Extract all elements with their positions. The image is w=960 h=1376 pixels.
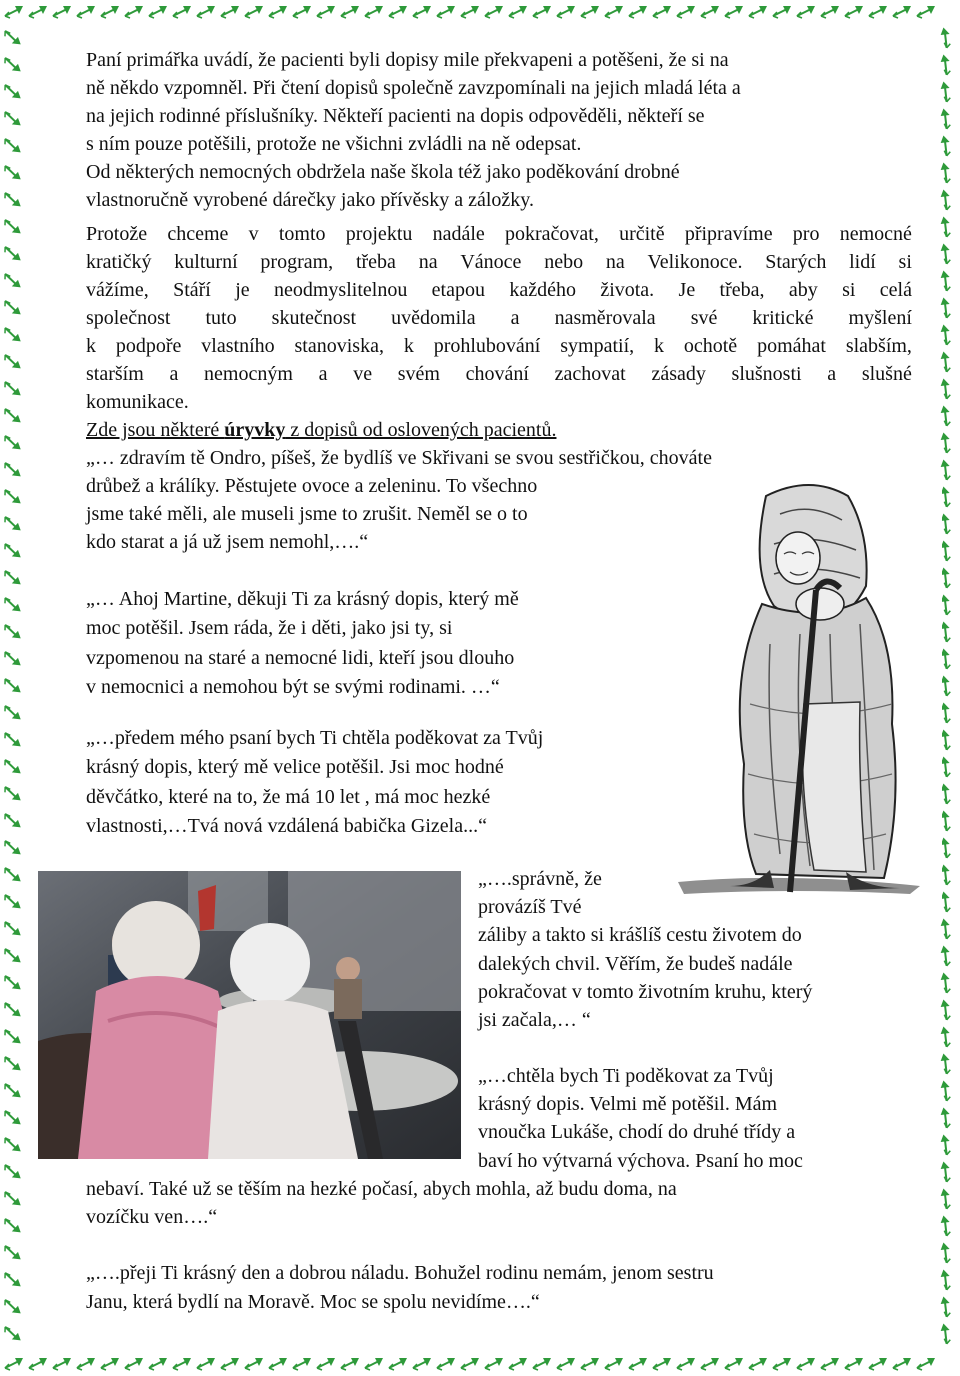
green-arrow-icon xyxy=(937,189,954,210)
green-arrow-icon xyxy=(937,1296,954,1317)
green-arrow-icon xyxy=(937,297,954,318)
green-arrow-icon xyxy=(365,6,383,18)
green-arrow-icon xyxy=(3,675,20,696)
green-arrow-icon xyxy=(101,6,119,18)
word: Stáří xyxy=(173,279,211,301)
green-arrow-icon xyxy=(269,1358,287,1370)
green-arrow-icon xyxy=(341,1358,359,1370)
letter5-line: vozíčku ven….“ xyxy=(86,1206,218,1228)
green-arrow-icon xyxy=(773,6,791,18)
word: nebo xyxy=(544,251,584,273)
green-arrow-icon xyxy=(937,1269,954,1290)
word: a xyxy=(510,307,520,329)
green-arrow-icon xyxy=(3,270,20,291)
green-arrow-icon xyxy=(3,513,20,534)
intro-line: s ním pouze potěšili, protože ne všichni zvládli na ně odepsat. xyxy=(86,133,582,155)
word: své xyxy=(690,307,718,329)
green-arrow-icon xyxy=(53,6,71,18)
green-arrow-icon xyxy=(509,1358,527,1370)
green-arrow-icon xyxy=(29,1358,47,1370)
green-arrow-icon xyxy=(937,135,954,156)
green-arrow-icon xyxy=(937,351,954,372)
green-arrow-icon xyxy=(317,6,335,18)
green-arrow-icon xyxy=(937,270,954,291)
green-arrow-icon xyxy=(3,918,20,939)
green-arrow-icon xyxy=(3,621,20,642)
green-arrow-icon xyxy=(937,1161,954,1182)
green-arrow-icon xyxy=(937,432,954,453)
green-arrow-icon xyxy=(749,6,767,18)
green-arrow-icon xyxy=(677,6,695,18)
green-arrow-icon xyxy=(3,1269,20,1290)
green-arrow-icon xyxy=(245,6,263,18)
green-arrow-icon xyxy=(845,6,863,18)
project-line xyxy=(86,360,912,388)
green-arrow-icon xyxy=(3,1107,20,1128)
green-arrow-icon xyxy=(53,1358,71,1370)
green-arrow-icon xyxy=(3,216,20,237)
green-arrow-icon xyxy=(581,6,599,18)
word: ve xyxy=(353,363,373,385)
green-arrow-icon xyxy=(5,6,23,18)
green-arrow-icon xyxy=(341,6,359,18)
green-arrow-icon xyxy=(149,1358,167,1370)
intro-line: vlastnoručně vyrobené dárečky jako přívěsky a záložky. xyxy=(86,189,534,211)
green-arrow-icon xyxy=(937,1026,954,1047)
word: na xyxy=(605,251,625,273)
word: života. xyxy=(600,279,655,301)
word: v xyxy=(248,223,259,245)
word: pokračovat, xyxy=(505,223,599,245)
green-arrow-icon xyxy=(3,1026,20,1047)
word: Vánoce xyxy=(460,251,522,273)
word: připravíme xyxy=(684,223,773,245)
green-arrow-icon xyxy=(3,1161,20,1182)
green-arrow-icon xyxy=(413,1358,431,1370)
green-arrow-icon xyxy=(605,6,623,18)
word: na xyxy=(418,251,438,273)
word: je xyxy=(235,279,250,301)
green-arrow-icon xyxy=(3,54,20,75)
letter2-line: „… Ahoj Martine, děkuji Ti za krásný dopis, který mě xyxy=(86,588,519,610)
green-arrow-icon xyxy=(3,351,20,372)
green-arrow-icon xyxy=(389,6,407,18)
green-arrow-icon xyxy=(3,729,20,750)
green-arrow-icon xyxy=(461,6,479,18)
green-arrow-icon xyxy=(937,405,954,426)
green-arrow-icon xyxy=(821,1358,839,1370)
green-arrow-icon xyxy=(937,999,954,1020)
word: chceme xyxy=(167,223,229,245)
green-arrow-icon xyxy=(3,837,20,858)
word: Protože xyxy=(86,223,148,245)
green-arrow-icon xyxy=(389,1358,407,1370)
green-arrow-icon xyxy=(893,6,911,18)
word: Je xyxy=(678,279,696,301)
green-arrow-icon xyxy=(197,6,215,18)
word: pro xyxy=(792,223,820,245)
project-line xyxy=(86,304,912,332)
project-line xyxy=(86,276,912,304)
green-arrow-icon xyxy=(701,1358,719,1370)
green-arrow-icon xyxy=(917,6,935,18)
green-arrow-icon xyxy=(3,864,20,885)
word: svém xyxy=(397,363,440,385)
green-arrow-icon xyxy=(937,324,954,345)
word: k xyxy=(403,335,414,357)
excerpts-heading xyxy=(86,416,556,444)
green-arrow-icon xyxy=(269,6,287,18)
green-arrow-icon xyxy=(937,1053,954,1074)
letter5-line: krásný dopis. Velmi mě potěšil. Mám xyxy=(478,1093,778,1116)
green-arrow-icon xyxy=(937,243,954,264)
word: a xyxy=(827,363,837,385)
letter4-line: provázíš Tvé xyxy=(478,896,582,919)
word: určitě xyxy=(619,223,665,245)
word: prohlubování xyxy=(433,335,541,357)
green-arrow-icon xyxy=(3,135,20,156)
green-arrow-icon xyxy=(3,81,20,102)
green-arrow-icon xyxy=(557,6,575,18)
word: kritické xyxy=(752,307,814,329)
word: každého xyxy=(509,279,576,301)
green-arrow-icon xyxy=(437,1358,455,1370)
word: aby xyxy=(788,279,818,301)
intro-line: ně někdo vzpomněl. Při čtení dopisů společně zavzpomínali na jejich mladá léta a xyxy=(86,77,741,99)
letter1-line: „… zdravím tě Ondro, píšeš, že bydlíš ve Skřivani se svou sestřičkou, chováte xyxy=(86,447,712,469)
word: chování xyxy=(465,363,529,385)
letter5-line: vnoučka Lukáše, chodí do druhé třídy a xyxy=(478,1121,796,1144)
green-arrow-icon xyxy=(605,1358,623,1370)
letter4-line: pokračovat v tomto životním kruhu, který xyxy=(478,980,813,1003)
letter4-line: jsi začala,… “ xyxy=(478,1009,591,1031)
word: si xyxy=(842,279,856,301)
green-arrow-icon xyxy=(821,6,839,18)
word: třeba xyxy=(355,251,396,273)
green-arrow-icon xyxy=(749,1358,767,1370)
green-arrow-icon xyxy=(509,6,527,18)
word: vlastního xyxy=(201,335,275,357)
intro-line: Paní primářka uvádí, že pacienti byli dopisy mile překvapeni a potěšeni, že si na xyxy=(86,49,729,71)
green-arrow-icon xyxy=(797,6,815,18)
seniors-photo-art xyxy=(38,871,461,1159)
word: lidí xyxy=(849,251,876,273)
green-arrow-icon xyxy=(937,108,954,129)
green-arrow-icon xyxy=(3,189,20,210)
green-arrow-icon xyxy=(937,162,954,183)
word: Velikonoce. xyxy=(647,251,743,273)
word: pomáhat xyxy=(757,335,826,357)
project-line xyxy=(86,248,912,276)
project-line xyxy=(86,332,912,360)
green-arrow-icon xyxy=(937,918,954,939)
green-arrow-icon xyxy=(3,405,20,426)
green-arrow-icon xyxy=(77,1358,95,1370)
green-arrow-icon xyxy=(3,108,20,129)
word: Starých xyxy=(765,251,827,273)
word: třeba, xyxy=(719,279,765,301)
letter3-line: děvčátko, které na to, že má 10 let , má moc hezké xyxy=(86,785,491,808)
green-arrow-icon xyxy=(3,486,20,507)
green-arrow-icon xyxy=(197,1358,215,1370)
word: nasměrovala xyxy=(554,307,656,329)
green-arrow-icon xyxy=(533,6,551,18)
word: podpoře xyxy=(115,335,182,357)
green-arrow-icon xyxy=(245,1358,263,1370)
green-arrow-icon xyxy=(3,459,20,480)
letter1-line: kdo starat a já už jsem nemohl,….“ xyxy=(86,531,369,553)
letter6-line: „….přeji Ti krásný den a dobrou náladu. Bohužel rodinu nemám, jenom sestru xyxy=(86,1262,714,1284)
green-arrow-icon xyxy=(3,243,20,264)
project-paragraph-last-line: komunikace. xyxy=(86,391,189,413)
green-arrow-icon xyxy=(221,1358,239,1370)
word: neodmyslitelnou xyxy=(274,279,408,301)
green-arrow-icon xyxy=(725,1358,743,1370)
green-arrow-icon xyxy=(3,1242,20,1263)
word: starším xyxy=(86,363,144,385)
green-arrow-icon xyxy=(3,1134,20,1155)
word: kulturní xyxy=(174,251,238,273)
green-arrow-icon xyxy=(365,1358,383,1370)
green-arrow-icon xyxy=(653,6,671,18)
word: slušné xyxy=(861,363,912,385)
green-arrow-icon xyxy=(937,1188,954,1209)
letter4-line: „….správně, že xyxy=(478,868,602,890)
word: etapou xyxy=(431,279,485,301)
green-arrow-icon xyxy=(3,1053,20,1074)
green-arrow-icon xyxy=(3,945,20,966)
green-arrow-icon xyxy=(149,6,167,18)
green-arrow-icon xyxy=(937,945,954,966)
green-arrow-icon xyxy=(917,1358,935,1370)
project-line xyxy=(86,220,912,248)
letter1-line: jsme také měli, ale museli jsme to zrušit. Neměl se o to xyxy=(86,503,528,525)
intro-line: Od některých nemocných obdržela naše škola též jako poděkování drobné xyxy=(86,161,680,183)
letter3-line: krásný dopis, který mě velice potěšil. Jsi moc hodné xyxy=(86,756,504,779)
word: nemocné xyxy=(839,223,912,245)
letter3-line: „…předem mého psaní bych Ti chtěla poděkovat za Tvůj xyxy=(86,727,544,749)
green-arrow-icon xyxy=(3,297,20,318)
letter5-line: „…chtěla bych Ti poděkovat za Tvůj xyxy=(478,1065,774,1087)
green-arrow-icon xyxy=(3,1080,20,1101)
green-arrow-icon xyxy=(653,1358,671,1370)
word: a xyxy=(169,363,179,385)
word: tomto xyxy=(278,223,326,245)
word: skutečnost xyxy=(271,307,357,329)
green-arrow-icon xyxy=(173,6,191,18)
letter2-line: vzpomenou na staré a nemocné lidi, kteří jsou dlouho xyxy=(86,646,515,669)
green-arrow-icon xyxy=(3,891,20,912)
letter1-line: drůbež a králíky. Pěstujete ovoce a zeleninu. To všechno xyxy=(86,475,538,497)
green-arrow-icon xyxy=(125,6,143,18)
green-arrow-icon xyxy=(725,6,743,18)
word: nemocným xyxy=(204,363,293,385)
green-arrow-icon xyxy=(3,1188,20,1209)
green-arrow-icon xyxy=(461,1358,479,1370)
green-arrow-icon xyxy=(3,567,20,588)
excerpts-heading-post: z dopisů od oslovených pacientů. xyxy=(285,419,557,441)
green-arrow-icon xyxy=(937,972,954,993)
word: nadále xyxy=(432,223,485,245)
word: sympatií, xyxy=(560,335,635,357)
word: stanoviska, xyxy=(294,335,384,357)
letter4-line: dalekých chvil. Věřím, že budeš nadále xyxy=(478,952,793,975)
green-arrow-icon xyxy=(3,756,20,777)
word: si xyxy=(898,251,912,273)
green-arrow-icon xyxy=(629,1358,647,1370)
word: tuto xyxy=(205,307,237,329)
green-arrow-icon xyxy=(869,6,887,18)
green-arrow-icon xyxy=(3,378,20,399)
green-arrow-icon xyxy=(413,6,431,18)
green-arrow-icon xyxy=(937,378,954,399)
elderly-woman-drawing xyxy=(670,474,942,910)
green-arrow-icon xyxy=(937,1323,954,1344)
green-arrow-icon xyxy=(533,1358,551,1370)
green-arrow-icon xyxy=(485,6,503,18)
excerpts-heading-bold: úryvky xyxy=(224,419,286,441)
word: společnost xyxy=(86,307,171,329)
green-arrow-icon xyxy=(3,1215,20,1236)
letter5-line: baví ho výtvarná výchova. Psaní ho moc xyxy=(478,1149,803,1172)
green-arrow-icon xyxy=(3,162,20,183)
green-arrow-icon xyxy=(3,27,20,48)
word: zachovat xyxy=(554,363,626,385)
word: slušnosti xyxy=(731,363,802,385)
green-arrow-icon xyxy=(293,1358,311,1370)
green-arrow-icon xyxy=(937,27,954,48)
green-arrow-icon xyxy=(937,1215,954,1236)
word: k xyxy=(654,335,664,357)
green-arrow-icon xyxy=(3,1323,20,1344)
green-arrow-icon xyxy=(293,6,311,18)
green-arrow-icon xyxy=(3,648,20,669)
word: projektu xyxy=(345,223,413,245)
letter6-line: Janu, která bydlí na Moravě. Moc se spolu nevidíme….“ xyxy=(86,1291,540,1313)
green-arrow-icon xyxy=(3,432,20,453)
green-arrow-icon xyxy=(937,54,954,75)
green-arrow-icon xyxy=(557,1358,575,1370)
word: a xyxy=(318,363,328,385)
green-arrow-icon xyxy=(937,1134,954,1155)
green-arrow-icon xyxy=(221,6,239,18)
green-arrow-icon xyxy=(3,783,20,804)
word: slabším, xyxy=(845,335,912,357)
green-arrow-icon xyxy=(3,594,20,615)
green-arrow-icon xyxy=(677,1358,695,1370)
green-arrow-icon xyxy=(101,1358,119,1370)
word: myšlení xyxy=(848,307,912,329)
green-arrow-icon xyxy=(937,216,954,237)
intro-line: na jejich rodinné příslušníky. Někteří pacienti na dopis odpověděli, někteří se xyxy=(86,105,705,127)
green-arrow-icon xyxy=(29,6,47,18)
green-arrow-icon xyxy=(937,1242,954,1263)
green-arrow-icon xyxy=(77,6,95,18)
green-arrow-icon xyxy=(3,324,20,345)
green-arrow-icon xyxy=(3,999,20,1020)
excerpts-heading-pre: Zde jsou některé xyxy=(86,419,225,441)
green-arrow-icon xyxy=(773,1358,791,1370)
green-arrow-icon xyxy=(937,81,954,102)
word: ochotě xyxy=(683,335,738,357)
word: k xyxy=(86,335,96,357)
seniors-photo xyxy=(38,871,461,1159)
green-arrow-icon xyxy=(845,1358,863,1370)
green-arrow-icon xyxy=(797,1358,815,1370)
green-arrow-icon xyxy=(3,1296,20,1317)
green-arrow-icon xyxy=(3,810,20,831)
letter3-line: vlastnosti,…Tvá nová vzdálená babička Gizela...“ xyxy=(86,814,487,837)
word: vážíme, xyxy=(86,279,149,301)
green-arrow-icon xyxy=(937,1080,954,1101)
green-arrow-icon xyxy=(317,1358,335,1370)
green-arrow-icon xyxy=(701,6,719,18)
green-arrow-icon xyxy=(173,1358,191,1370)
word: zásady xyxy=(651,363,706,385)
letter5-line: nebaví. Také už se těším na hezké počasí, abych mohla, až budu doma, na xyxy=(86,1177,677,1200)
word: celá xyxy=(879,279,912,301)
green-arrow-icon xyxy=(485,1358,503,1370)
letter2-line: moc potěšil. Jsem ráda, že i děti, jako jsi ty, si xyxy=(86,617,453,640)
green-arrow-icon xyxy=(629,6,647,18)
green-arrow-icon xyxy=(3,972,20,993)
word: uvědomila xyxy=(391,307,476,329)
green-arrow-icon xyxy=(125,1358,143,1370)
green-arrow-icon xyxy=(869,1358,887,1370)
green-arrow-icon xyxy=(581,1358,599,1370)
word: program, xyxy=(260,251,334,273)
green-arrow-icon xyxy=(3,540,20,561)
letter2-line: v nemocnici a nemohou být se svými rodinami. …“ xyxy=(86,675,500,698)
word: kratičký xyxy=(86,251,152,273)
green-arrow-icon xyxy=(937,1107,954,1128)
green-arrow-icon xyxy=(893,1358,911,1370)
green-arrow-icon xyxy=(5,1358,23,1370)
green-arrow-icon xyxy=(437,6,455,18)
letter4-line: záliby a takto si krášlíš cestu životem do xyxy=(478,924,802,947)
green-arrow-icon xyxy=(3,702,20,723)
